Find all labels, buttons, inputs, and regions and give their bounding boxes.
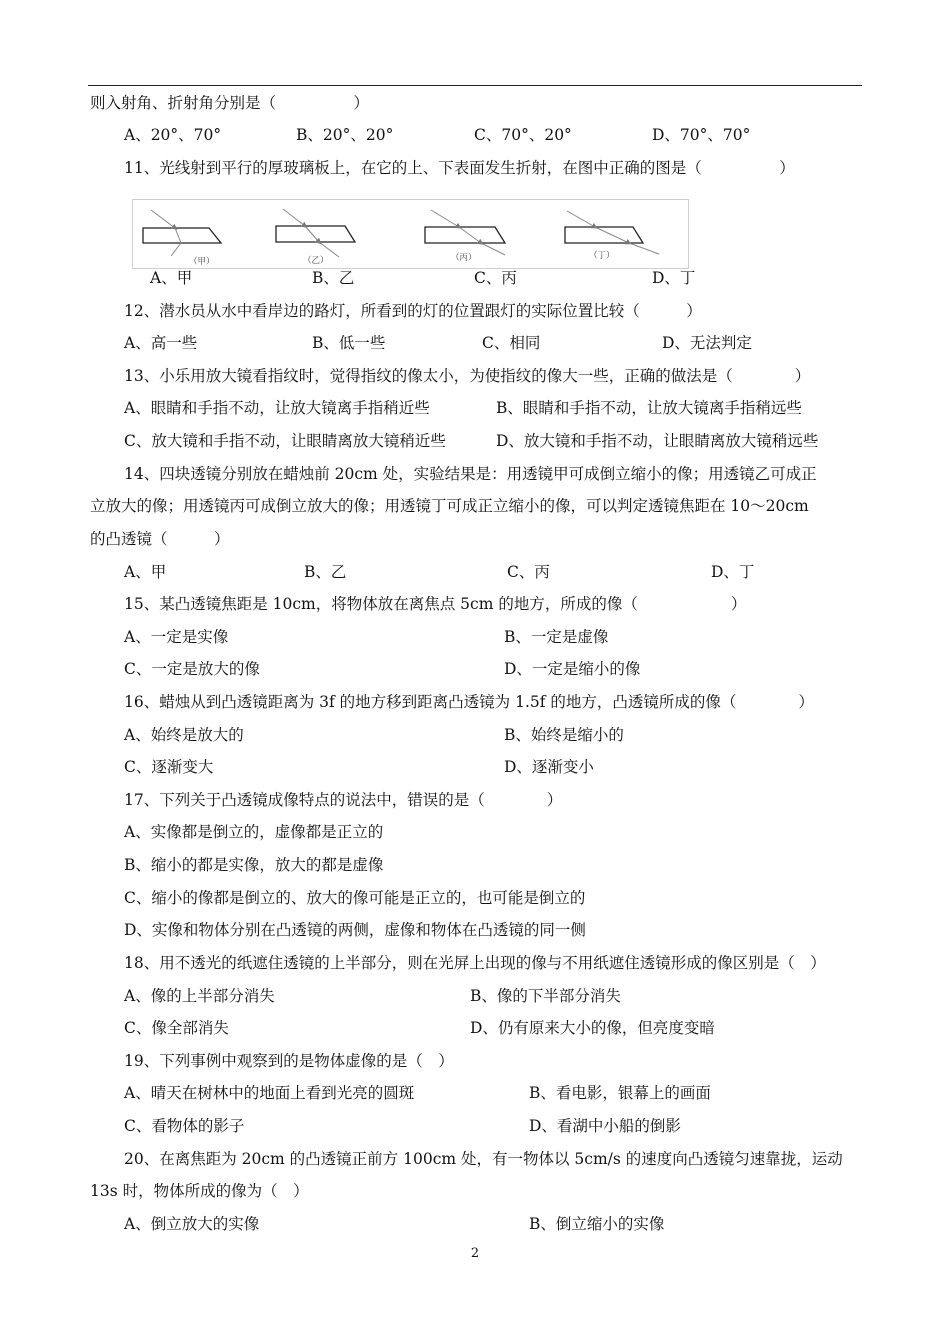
text-line: B、乙 — [312, 269, 355, 287]
text-line: D、放大镜和手指不动，让眼睛离放大镜稍远些 — [496, 432, 819, 450]
text-line: 16、蜡烛从到凸透镜距离为 3f 的地方移到距离凸透镜为 1.5f 的地方，凸透镜所成的像（ ） — [124, 693, 814, 711]
text-line: 13s 时，物体所成的像为（ ） — [90, 1182, 309, 1200]
text-line: B、缩小的都是实像，放大的都是虚像 — [124, 856, 384, 874]
text-line: 15、某凸透镜焦距是 10cm，将物体放在离焦点 5cm 的地方，所成的像（ ） — [124, 595, 747, 613]
text-line: A、一定是实像 — [124, 628, 229, 646]
text-line: C、看物体的影子 — [124, 1117, 245, 1135]
text-line: C、丙 — [507, 563, 550, 581]
text-line: D、一定是缩小的像 — [504, 660, 641, 678]
text-line: C、像全部消失 — [124, 1019, 229, 1037]
text-line: D、无法判定 — [662, 334, 752, 352]
text-line: A、甲 — [124, 563, 167, 581]
panel-label: （甲） — [189, 257, 215, 267]
text-line: D、逐渐变小 — [504, 758, 594, 776]
text-line: A、20°、70° — [124, 126, 222, 144]
text-line: 19、下列事例中观察到的是物体虚像的是（ ） — [124, 1052, 454, 1070]
text-line: D、实像和物体分别在凸透镜的两侧，虚像和物体在凸透镜的同一侧 — [124, 921, 586, 939]
panel-jia — [143, 210, 221, 267]
text-line: C、相同 — [482, 334, 541, 352]
text-line: D、丁 — [711, 563, 755, 581]
text-line: B、倒立缩小的实像 — [529, 1215, 665, 1233]
text-line: B、20°、20° — [296, 126, 394, 144]
header-rule — [88, 85, 862, 86]
text-line: C、70°、20° — [474, 126, 572, 144]
text-line: B、低一些 — [312, 334, 386, 352]
text-line: C、放大镜和手指不动，让眼睛离放大镜稍近些 — [124, 432, 446, 450]
text-line: C、丙 — [474, 269, 517, 287]
text-line: B、乙 — [304, 563, 347, 581]
text-line: A、眼睛和手指不动，让放大镜离手指稍近些 — [124, 399, 430, 417]
panel-ding — [565, 211, 659, 261]
text-line: 11、光线射到平行的厚玻璃板上，在它的上、下表面发生折射，在图中正确的图是（ ） — [124, 159, 795, 177]
text-line: B、眼睛和手指不动，让放大镜离手指稍远些 — [496, 399, 802, 417]
text-line: D、丁 — [652, 269, 696, 287]
text-line: A、甲 — [150, 269, 193, 287]
text-line: C、一定是放大的像 — [124, 660, 260, 678]
text-line: D、仍有原来大小的像，但亮度变暗 — [470, 1019, 715, 1037]
panel-label: （丁） — [589, 251, 615, 261]
text-line: A、实像都是倒立的，虚像都是正立的 — [124, 823, 384, 841]
text-line: A、晴天在树林中的地面上看到光亮的圆斑 — [124, 1084, 415, 1102]
panel-bing — [425, 210, 505, 263]
text-line: A、像的上半部分消失 — [124, 987, 275, 1005]
panel-label: （乙） — [303, 256, 329, 266]
text-line: 17、下列关于凸透镜成像特点的说法中，错误的是（ ） — [124, 791, 563, 809]
text-line: B、始终是缩小的 — [504, 726, 624, 744]
text-line: 则入射角、折射角分别是（ ） — [90, 94, 370, 112]
text-line: D、70°、70° — [652, 126, 751, 144]
text-line: 立放大的像；用透镜丙可成倒立放大的像；用透镜丁可成正立缩小的像，可以判定透镜焦距在 10～20cm — [90, 497, 809, 515]
text-line: 13、小乐用放大镜看指纹时，觉得指纹的像太小，为使指纹的像大一些，正确的做法是（ ） — [124, 367, 811, 385]
text-line: B、像的下半部分消失 — [470, 987, 621, 1005]
panel-yi — [276, 209, 355, 266]
text-line: 12、潜水员从水中看岸边的路灯，所看到的灯的位置跟灯的实际位置比较（ ） — [124, 302, 702, 320]
panel-label: （丙） — [451, 253, 477, 263]
text-line: C、缩小的像都是倒立的、放大的像可能是正立的，也可能是倒立的 — [124, 889, 586, 907]
text-line: C、逐渐变大 — [124, 758, 214, 776]
text-line: A、高一些 — [124, 334, 198, 352]
text-line: B、看电影，银幕上的画面 — [529, 1084, 711, 1102]
text-line: 18、用不透光的纸遮住透镜的上半部分，则在光屏上出现的像与不用纸遮住透镜形成的像区别是（ ） — [124, 954, 826, 972]
text-line: A、倒立放大的实像 — [124, 1215, 260, 1233]
text-line: 20、在离焦距为 20cm 的凸透镜正前方 100cm 处，有一物体以 5cm/s 的速度向凸透镜匀速靠拢，运动 — [124, 1150, 843, 1168]
text-line: A、始终是放大的 — [124, 726, 244, 744]
text-line: B、一定是虚像 — [504, 628, 609, 646]
text-line: 的凸透镜（ ） — [90, 530, 230, 548]
refraction-diagrams — [133, 200, 688, 268]
refraction-figure — [132, 199, 689, 269]
text-line: D、看湖中小船的倒影 — [529, 1117, 681, 1135]
text-line: 14、四块透镜分别放在蜡烛前 20cm 处，实验结果是：用透镜甲可成倒立缩小的像；用透镜乙可成正 — [124, 465, 817, 483]
page-number: 2 — [470, 1246, 480, 1261]
